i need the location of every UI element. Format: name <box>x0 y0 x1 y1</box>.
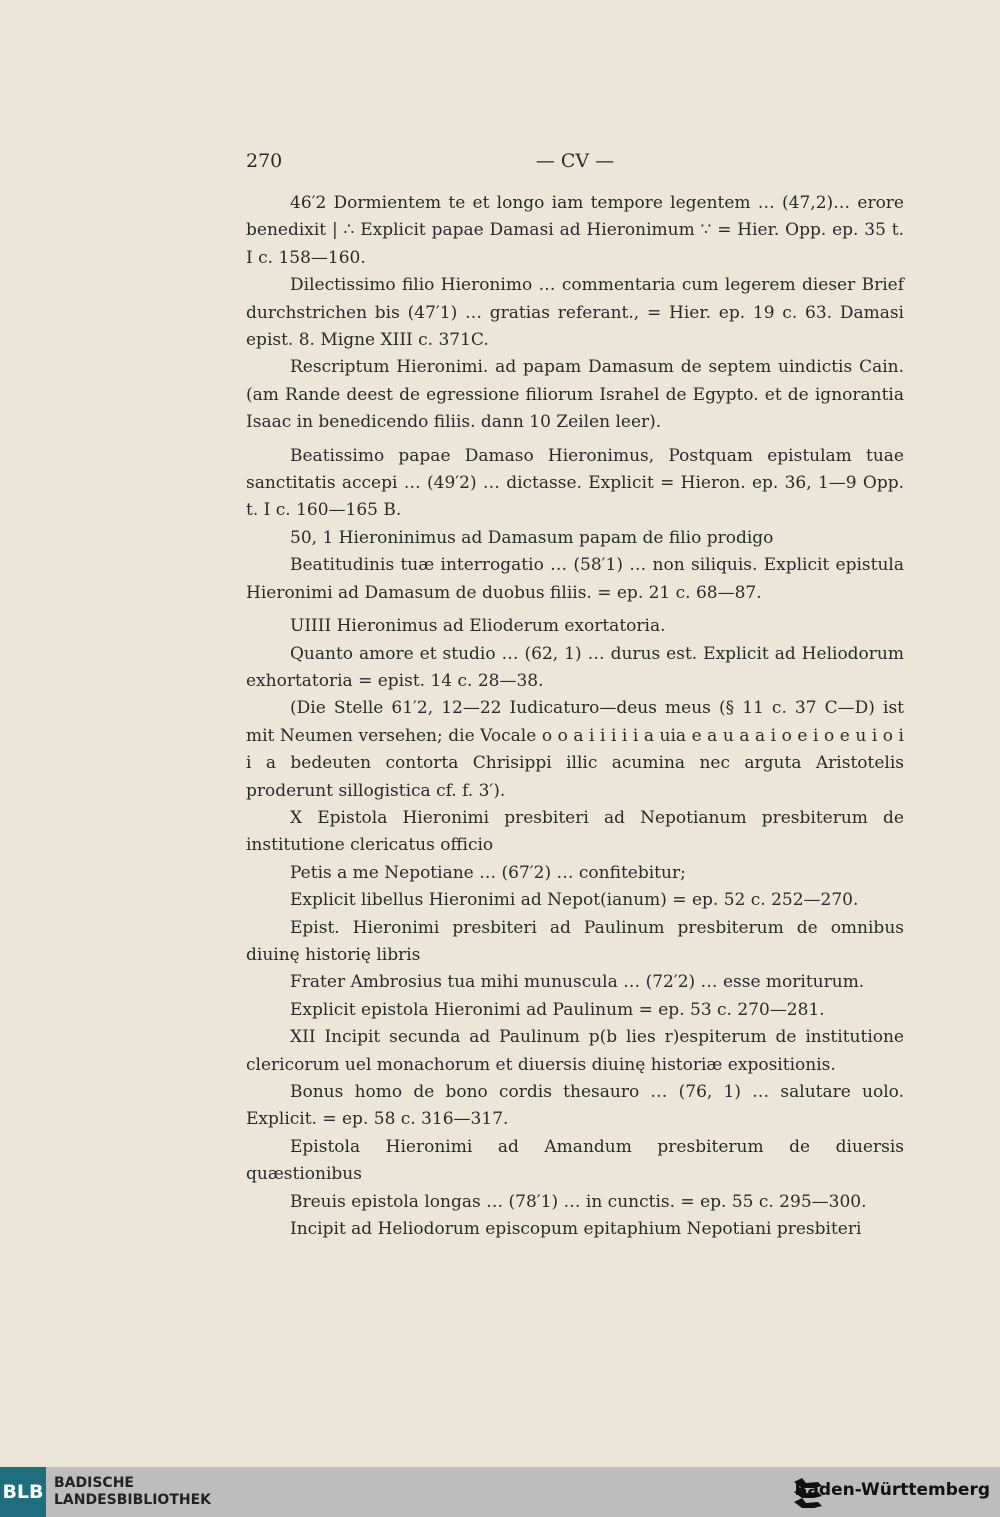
paragraph: Frater Ambrosius tua mihi munuscula … (72′2) … esse moriturum. <box>290 972 865 993</box>
paragraph: UIIII Hieronimus ad Elioderum exortatoria. <box>290 616 666 637</box>
paragraph: Explicit epistola Hieronimi ad Paulinum = ep. 53 c. 270—281. <box>290 999 825 1020</box>
library-name[interactable] <box>54 1475 211 1509</box>
paragraph: Petis a me Nepotiane … (67′2) … confitebitur; <box>290 862 686 883</box>
paragraph: Epist. Hieronimi presbiteri ad Paulinum presbiterum de omnibus diuinę historię libris <box>246 917 904 965</box>
library-name-line2: LANDESBIBLIOTHEK <box>54 1492 212 1508</box>
page-number: 270 <box>246 150 283 172</box>
paragraph: 50, 1 Hieroninimus ad Damasum papam de filio prodigo <box>290 527 774 548</box>
paragraph: XII Incipit secunda ad Paulinum p(b lies r)espiterum de institutione clericorum uel monachorum et diuersis diuinę historiæ expositionis. <box>246 1027 904 1075</box>
paragraph: Epistola Hieronimi ad Amandum presbiterum de diuersis quæstionibus <box>246 1136 904 1185</box>
running-head: — CV — <box>535 150 615 172</box>
page-header <box>246 150 904 180</box>
paragraph: Dilectissimo filio Hieronimo … commentaria cum legerem dieser Brief durchstrichen bis (47′1) … gratias referant., = Hier. ep. 19 c. 63. Damasi epist. 8. Migne XIII c. 371C. <box>246 275 904 351</box>
paragraph: Bonus homo de bono cordis thesauro … (76, 1) … salutare uolo. Explicit. = ep. 58 c. 316—317. <box>246 1082 904 1130</box>
paragraph: 46′2 Dormientem te et longo iam tempore legentem … (47,2)… erore benedixit | ∴ Explicit papae Damasi ad Hieronimum ∵ = Hier. Opp. ep. 35 t. I c. 158—160. <box>246 193 904 268</box>
paragraph: Beatissimo papae Damaso Hieronimus, Postquam epistulam tuae sanctitatis accepi … (49′2) … dictasse. Explicit = Hieron. ep. 36, 1—9 Opp. t. I c. 160—165 B. <box>246 445 904 521</box>
page-body <box>246 190 904 1243</box>
footer-bar <box>0 1467 1000 1517</box>
paragraph: Explicit libellus Hieronimi ad Nepot(ianum) = ep. 52 c. 252—270. <box>290 890 859 911</box>
paragraph: Rescriptum Hieronimi. ad papam Damasum de septem uindictis Cain. (am Rande deest de egressione filiorum Israhel de Egypto. et de ignorantia Isaac in benedicendo filiis. dann 10 Zeilen leer). <box>246 357 904 433</box>
paragraph: X Epistola Hieronimi presbiteri ad Nepotianum presbiterum de institutione clericatus officio <box>246 807 904 856</box>
library-name-line1: BADISCHE <box>54 1475 134 1491</box>
paragraph: Breuis epistola longas … (78′1) … in cunctis. = ep. 55 c. 295—300. <box>290 1191 867 1212</box>
state-name[interactable]: Baden-Württemberg <box>794 1480 990 1500</box>
paragraph: Incipit ad Heliodorum episcopum epitaphium Nepotiani presbiteri <box>290 1219 862 1240</box>
blb-logo[interactable]: BLB <box>0 1467 46 1517</box>
paragraph: Beatitudinis tuæ interrogatio … (58′1) … non siliquis. Explicit epistula Hieronimi ad Damasum de duobus filiis. = ep. 21 c. 68—87. <box>246 555 904 603</box>
paragraph: (Die Stelle 61′2, 12—22 Iudicaturo—deus meus (§ 11 c. 37 C—D) ist mit Neumen versehen; die Vocale o o a i i i i i a uia e a u a a i o e i o e u i o i i a bedeuten contorta Chrisippi illic acumina nec arguta Aristotelis proderunt sillogistica cf. f. 3′). <box>246 698 904 801</box>
paragraph: Quanto amore et studio … (62, 1) … durus est. Explicit ad Heliodorum exhortatoria = epist. 14 c. 28—38. <box>246 643 904 691</box>
